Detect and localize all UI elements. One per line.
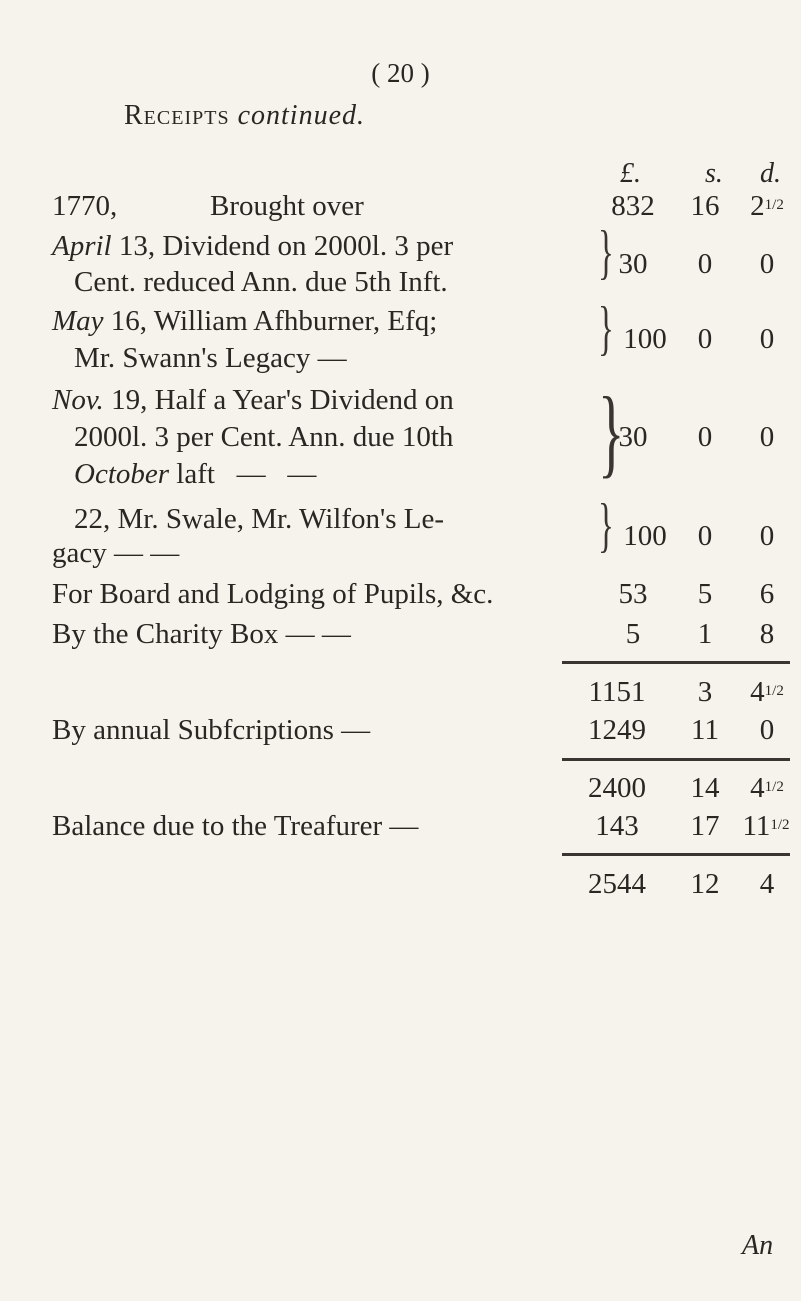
entry-pence: 0 <box>759 323 775 355</box>
heading-prefix: Receipts <box>124 100 230 131</box>
column-head-pence: d. <box>760 158 781 189</box>
balance-label: Balance due to the Treafurer — <box>52 810 419 842</box>
entry-line: 22, Mr. Swale, Mr. Wilfon's Le- <box>74 503 445 535</box>
entry-pounds: 5 <box>625 618 641 650</box>
subtotal-shillings: 3 <box>697 676 713 708</box>
entry-line: Mr. Swann's Legacy — <box>74 342 347 374</box>
page-heading <box>124 100 365 132</box>
total-shillings: 12 <box>690 868 720 900</box>
entry-shillings: 5 <box>697 578 713 610</box>
sum-rule <box>562 661 790 664</box>
subtotal-pounds: 1151 <box>588 676 646 708</box>
entry-line: By the Charity Box — — <box>52 618 351 650</box>
entry-shillings: 0 <box>697 248 713 280</box>
total-pounds: 2544 <box>588 868 646 900</box>
entry-pounds: 30 <box>618 248 648 280</box>
balance-pounds: 143 <box>595 810 639 842</box>
balance-shillings: 17 <box>690 810 720 842</box>
total-pence: 4 <box>759 868 775 900</box>
brace: } <box>598 376 625 487</box>
brace: } <box>598 492 614 558</box>
entry-line: For Board and Lodging of Pupils, &c. <box>52 578 494 610</box>
column-head-pounds: £. <box>620 158 641 189</box>
subscriptions-label: By annual Subfcriptions — <box>52 714 371 746</box>
entry-pence: 0 <box>759 520 775 552</box>
entry-pounds: 832 <box>611 190 655 222</box>
subtotal-pence: 41/2 <box>750 772 784 804</box>
entry-pence: 0 <box>759 248 775 280</box>
entry-shillings: 16 <box>690 190 720 222</box>
entry-pounds: 100 <box>623 520 667 552</box>
entry-line: October laft — — <box>74 458 317 490</box>
entry-line: 2000l. 3 per Cent. Ann. due 10th <box>74 421 454 453</box>
entry-pence: 0 <box>759 421 775 453</box>
entry-shillings: 1 <box>697 618 713 650</box>
entry-pence: 21/2 <box>750 190 784 222</box>
subtotal-shillings: 14 <box>690 772 720 804</box>
subtotal-pence: 41/2 <box>750 676 784 708</box>
entry-line: Nov. 19, Half a Year's Dividend on <box>52 384 454 416</box>
entry-shillings: 0 <box>697 520 713 552</box>
page-number: ( 20 ) <box>371 58 430 88</box>
heading-suffix: continued. <box>237 100 365 131</box>
entry-shillings: 0 <box>697 421 713 453</box>
entry-year: 1770, <box>52 190 118 222</box>
subscriptions-shillings: 11 <box>691 714 719 746</box>
sum-rule <box>562 853 790 856</box>
entry-pounds: 100 <box>623 323 667 355</box>
subtotal-pounds: 2400 <box>588 772 646 804</box>
catchword: An <box>742 1230 774 1261</box>
brace: } <box>598 295 614 361</box>
entry-pence: 8 <box>759 618 775 650</box>
brace: } <box>598 219 614 285</box>
sum-rule <box>562 758 790 761</box>
entry-line: gacy — — <box>52 537 180 569</box>
entry-line: May 16, William Afhburner, Efq; <box>52 305 438 337</box>
entry-pounds: 53 <box>618 578 648 610</box>
entry-line: Cent. reduced Ann. due 5th Inft. <box>74 266 448 298</box>
subscriptions-pence: 0 <box>759 714 775 746</box>
subscriptions-pounds: 1249 <box>588 714 646 746</box>
entry-pence: 6 <box>759 578 775 610</box>
balance-pence: 111/2 <box>742 810 790 842</box>
entry-shillings: 0 <box>697 323 713 355</box>
entry-pounds: 30 <box>618 421 648 453</box>
column-head-shillings: s. <box>705 158 723 189</box>
entry-text: Brought over <box>210 190 364 222</box>
entry-line: April 13, Dividend on 2000l. 3 per <box>52 230 454 262</box>
